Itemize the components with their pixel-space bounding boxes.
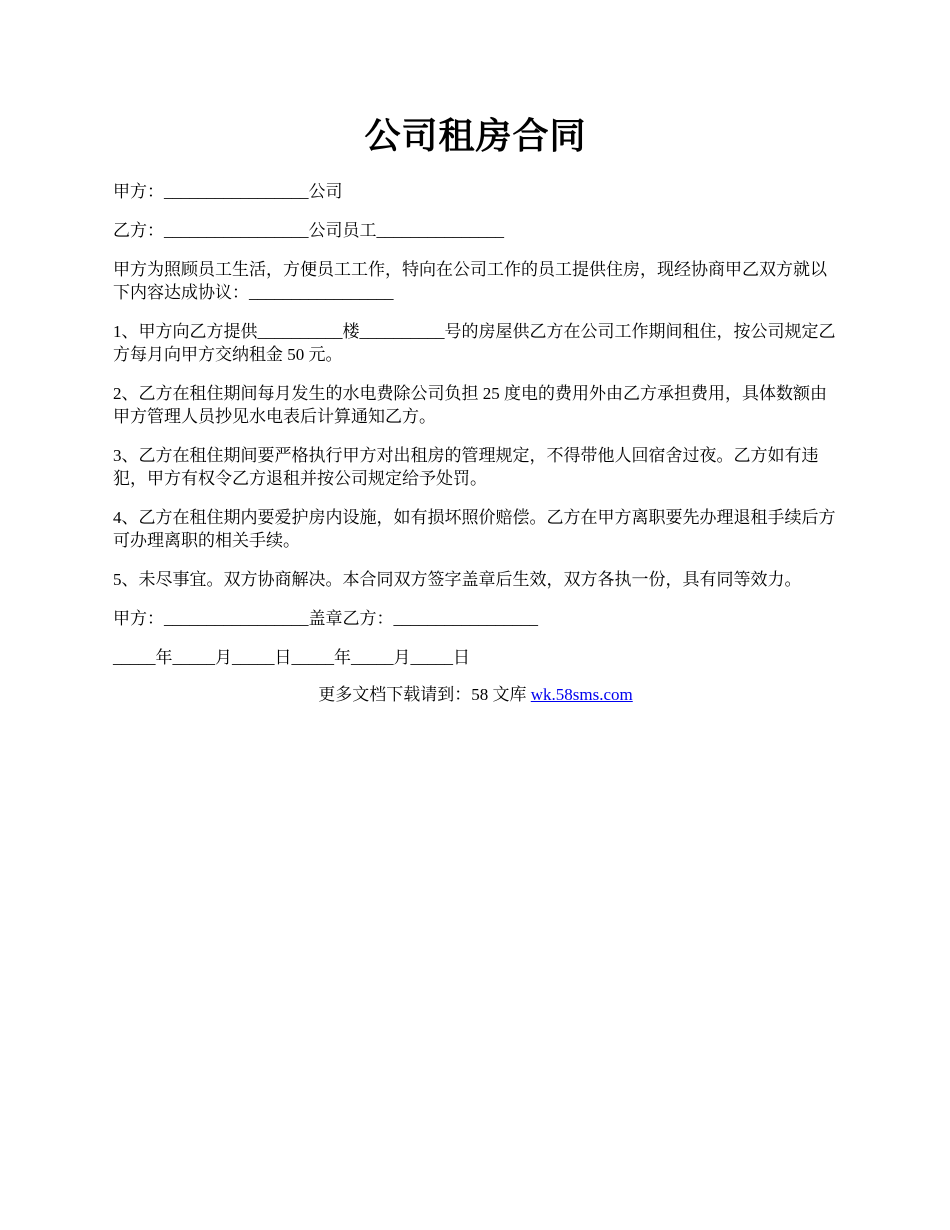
clause-3: 3、乙方在租住期间要严格执行甲方对出租房的管理规定，不得带他人回宿舍过夜。乙方如有违犯，甲方有权令乙方退租并按公司规定给予处罚。 <box>113 446 819 488</box>
clause-5: 5、未尽事宜。双方协商解决。本合同双方签字盖章后生效，双方各执一份，具有同等效力。 <box>113 570 802 589</box>
document-page <box>113 110 838 706</box>
clause-1: 1、甲方向乙方提供__________楼__________号的房屋供乙方在公司工作期间租住，按公司规定乙方每月向甲方交纳租金 50 元。 <box>113 322 836 364</box>
footer-link[interactable]: wk.58sms.com <box>530 685 633 704</box>
signature-line: 甲方：_________________盖章乙方：_________________ <box>113 609 538 628</box>
footer-prefix: 更多文档下载请到：58 文库 <box>318 685 531 704</box>
party-b-line: 乙方：_________________公司员工_______________ <box>113 221 504 240</box>
document-title: 公司租房合同 <box>364 116 587 156</box>
download-footer <box>113 683 838 706</box>
intro-paragraph: 甲方为照顾员工生活，方便员工工作，特向在公司工作的员工提供住房，现经协商甲乙双方就以下内容达成协议：_________________ <box>113 260 827 302</box>
date-line: _____年_____月_____日_____年_____月_____日 <box>113 648 470 667</box>
clause-4: 4、乙方在租住期内要爱护房内设施，如有损坏照价赔偿。乙方在甲方离职要先办理退租手续后方可办理离职的相关手续。 <box>113 508 836 550</box>
clause-2: 2、乙方在租住期间每月发生的水电费除公司负担 25 度电的费用外由乙方承担费用，具体数额由甲方管理人员抄见水电表后计算通知乙方。 <box>113 384 827 426</box>
party-a-line: 甲方：_________________公司 <box>113 182 343 201</box>
